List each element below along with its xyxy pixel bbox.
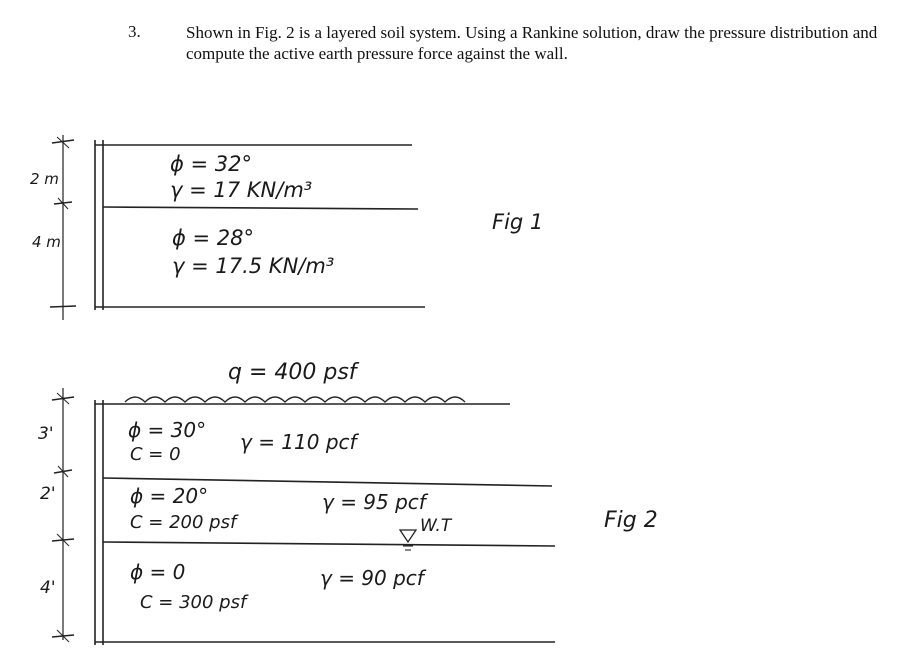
fig2-layer1-c: C = 0	[130, 444, 181, 465]
fig2-layer1-phi: ϕ = 30°	[128, 418, 207, 442]
fig1-layer2-phi: ϕ = 28°	[172, 226, 255, 250]
fig2-layer2-gamma: γ = 95 pcf	[322, 490, 426, 514]
fig2-layer3-c: C = 300 psf	[140, 592, 247, 613]
fig1-layer1-gamma: γ = 17 KN/m³	[170, 178, 313, 202]
fig1-layer-boundary	[103, 207, 418, 209]
fig2-depth-layer1: 3'	[38, 424, 54, 444]
fig1-caption: Fig 1	[492, 210, 544, 234]
fig2-caption: Fig 2	[604, 508, 658, 533]
fig2-depth-layer3: 4'	[40, 578, 56, 598]
fig2-depth-layer2: 2'	[40, 484, 56, 504]
fig2-layer3-phi: ϕ = 0	[130, 560, 186, 584]
fig1-tick-bottom	[50, 306, 76, 307]
fig1-layer2-gamma: γ = 17.5 KN/m³	[172, 254, 335, 278]
water-table-label: W.T	[420, 516, 452, 536]
question-text: Shown in Fig. 2 is a layered soil system. Using a Rankine solution, draw the pressure distribution and compute the active earth pressure force against the wall.	[186, 23, 878, 63]
fig2-layer2-phi: ϕ = 20°	[130, 484, 209, 508]
fig1-layer1-phi: ϕ = 32°	[170, 152, 253, 176]
question-number: 3.	[128, 22, 141, 41]
fig2-surcharge-line	[125, 397, 465, 402]
water-table-triangle	[400, 530, 416, 542]
fig2-surcharge-label: q = 400 psf	[228, 360, 357, 385]
fig2-layer1-gamma: γ = 110 pcf	[240, 430, 357, 454]
fig1-depth-layer2: 4 m	[32, 233, 61, 251]
fig1-depth-layer1: 2 m	[30, 170, 59, 188]
fig2-layer2-c: C = 200 psf	[130, 512, 237, 533]
fig2-layer3-gamma: γ = 90 pcf	[320, 566, 424, 590]
fig2-layer-boundary-2	[103, 542, 555, 546]
